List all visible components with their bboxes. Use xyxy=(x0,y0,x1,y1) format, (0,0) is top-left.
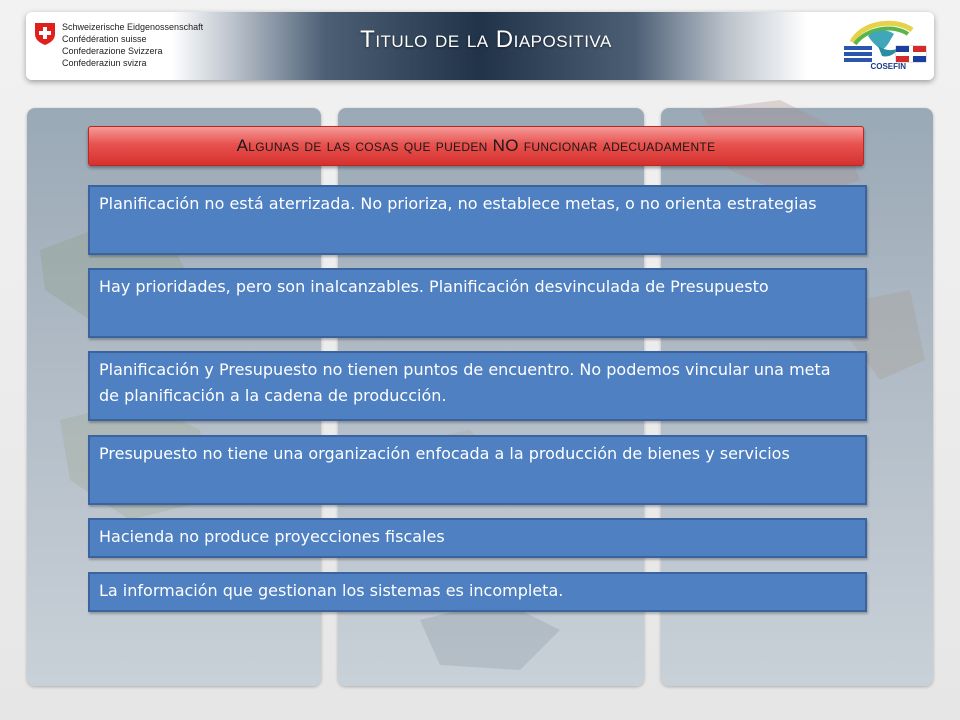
slide-title: Titulo de la Diapositiva xyxy=(360,26,612,53)
problem-item: La información que gestionan los sistemas es incompleta. xyxy=(88,572,867,612)
swiss-flag-icon xyxy=(34,22,56,46)
problem-item: Planificación no está aterrizada. No prioriza, no establece metas, o no orienta estrategias xyxy=(88,185,867,255)
cosefin-logo-text: COSEFIN xyxy=(870,62,906,71)
section-subtitle-banner xyxy=(88,126,864,166)
swiss-name-fr: Confédération suisse xyxy=(62,34,147,44)
problem-item: Presupuesto no tiene una organización enfocada a la producción de bienes y servicios xyxy=(88,435,867,505)
problem-item: Hacienda no produce proyecciones fiscales xyxy=(88,518,867,558)
problem-item: Planificación y Presupuesto no tienen puntos de encuentro. No podemos vincular una meta de planificación a la cadena de producción. xyxy=(88,351,867,421)
section-subtitle: Algunas de las cosas que pueden NO funcionar adecuadamente xyxy=(236,136,716,155)
header-bar xyxy=(26,12,934,80)
swiss-name-de: Schweizerische Eidgenossenschaft xyxy=(62,22,204,32)
swiss-name-rm: Confederaziun svizra xyxy=(62,58,147,68)
problem-item: Hay prioridades, pero son inalcanzables. Planificación desvinculada de Presupuesto xyxy=(88,268,867,338)
swiss-name-it: Confederazione Svizzera xyxy=(62,46,163,56)
swiss-confederation-names xyxy=(62,21,203,69)
